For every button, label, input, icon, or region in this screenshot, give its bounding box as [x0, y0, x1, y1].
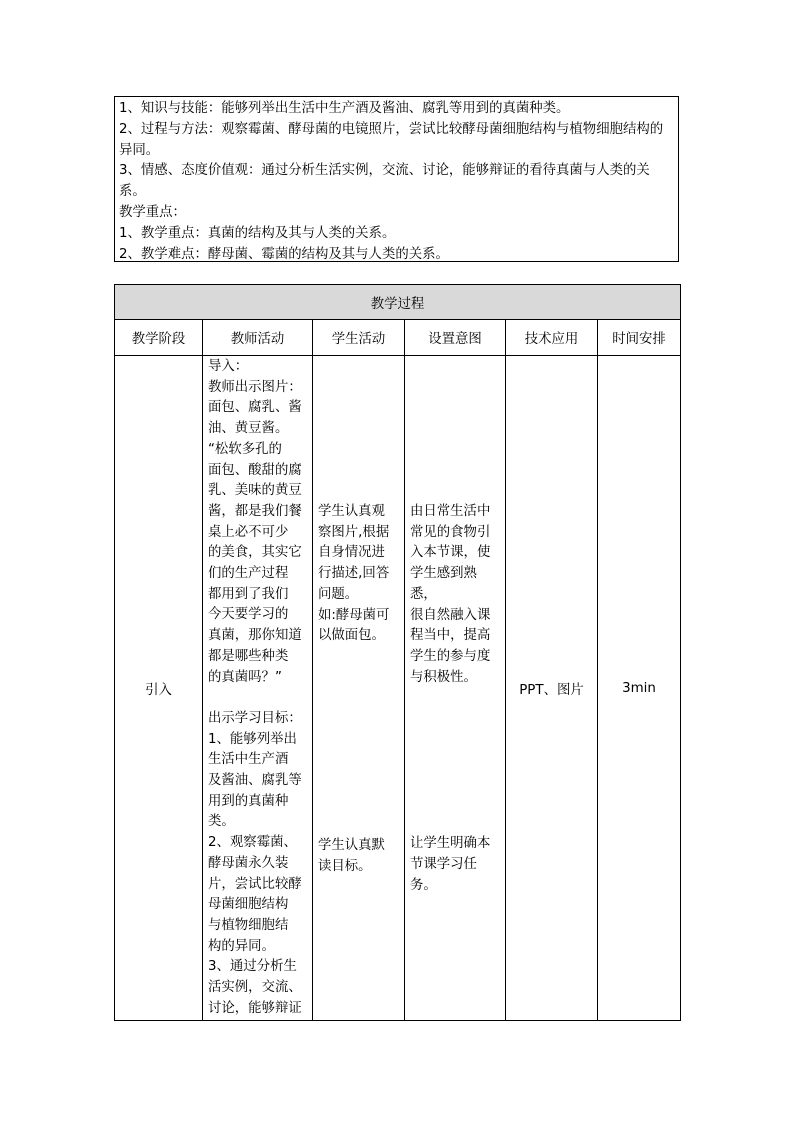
time-cell: 3min — [598, 356, 681, 1021]
key-points-heading: 教学重点： — [119, 204, 186, 220]
objective-attitude: 3、情感、态度价值观：通过分析生活实例，交流、讨论，能够辩证的看待真菌与人类的关系。 — [119, 163, 650, 200]
header-student-activity: 学生活动 — [313, 320, 405, 356]
student-activity-read: 学生认真默 读目标。 — [318, 837, 385, 874]
objective-knowledge: 1、知识与技能：能够列举出生活中生产酒及酱油、腐乳等用到的真菌种类。 — [119, 101, 570, 116]
student-activity-cell — [313, 356, 405, 1021]
header-time: 时间安排 — [598, 320, 681, 356]
student-activity-observe: 学生认真观 察图片,根据 自身情况进 行描述,回答 问题。 如:酵母菌可 以做面包。 — [318, 504, 390, 644]
stage-cell: 引入 — [115, 356, 203, 1021]
header-teacher-activity: 教师活动 — [203, 320, 313, 356]
intent-cell — [405, 356, 506, 1021]
teacher-activity-text: 导入： 教师出示图片： 面包、腐乳、酱 油、黄豆酱。 “松软多孔的 面包、酸甜的腐 乳、美味的黄豆 酱，都是我们餐 桌上必不可少 的美食，其实它 们的生产过程 都用到了我们 今天要学习的 真菌，那你知道 都是哪些种类 的真菌吗？” 出示学习目标： 1、能够列举出 生活中生产酒 及酱油、腐乳等 用到的真菌种 类。 2、观察霉菌、 酵母菌永久装 片，尝试比较酵 母菌细胞结构 与植物细胞结 构的异同。 3、通过分析生 活实例，交流、 讨论，能够辩证 — [208, 359, 302, 1016]
objectives-box — [114, 96, 679, 262]
objective-process: 2、过程与方法：观察霉菌、酵母菌的电镜照片，尝试比较酵母菌细胞结构与植物细胞结构的异同。 — [119, 121, 664, 158]
technology-cell: PPT、图片 — [506, 356, 598, 1021]
teaching-process-table — [114, 284, 681, 1021]
table-title: 教学过程 — [115, 285, 681, 320]
teacher-activity-cell — [203, 356, 313, 1021]
difficult-point: 2、教学难点：酵母菌、霉菌的结构及其与人类的关系。 — [119, 246, 449, 262]
key-point: 1、教学重点：真菌的结构及其与人类的关系。 — [119, 225, 396, 241]
header-technology: 技术应用 — [506, 320, 598, 356]
intent-clarify: 让学生明确本 节课学习任务。 — [410, 836, 491, 893]
header-stage: 教学阶段 — [115, 320, 203, 356]
header-intent: 设置意图 — [405, 320, 506, 356]
intent-introduce: 由日常生活中 常见的食物引 入本节课，使 学生感到熟悉， 很自然融入课 程当中，提高 学生的参与度 与积极性。 — [410, 504, 491, 685]
